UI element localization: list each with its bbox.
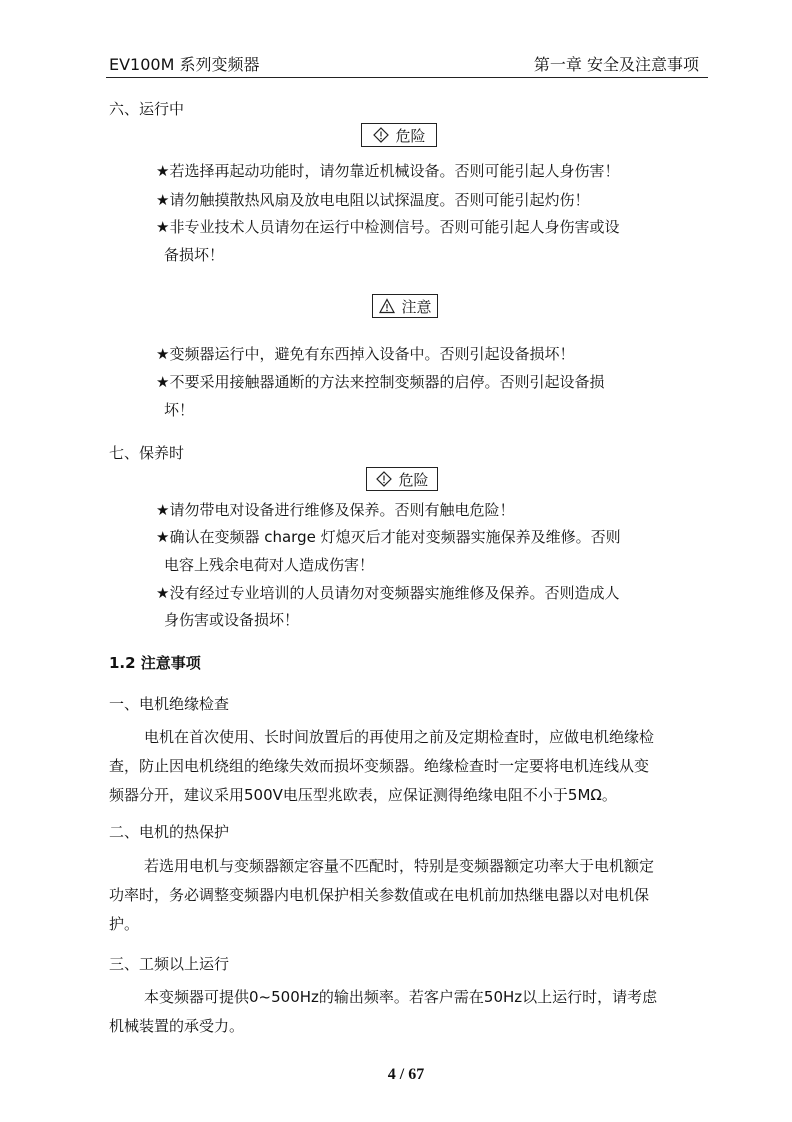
paragraph-thermal: 若选用电机与变频器额定容量不匹配时，特别是变频器额定功率大于电机额定 功率时，务必调整变频器内电机保护相关参数值或在电机前加热继电器以对电机保 护。 bbox=[109, 857, 655, 933]
section-heading-running: 六、运行中 bbox=[109, 100, 185, 118]
danger-label: 危险 bbox=[398, 470, 429, 489]
page-number: 4 / 67 bbox=[387, 1066, 425, 1083]
subsection-heading: 二、电机的热保护 bbox=[109, 823, 230, 841]
caution-label: 注意 bbox=[401, 297, 432, 316]
danger-box bbox=[366, 467, 438, 491]
danger-item-continuation: 备损坏！ bbox=[164, 246, 225, 264]
document-header-title: EV100M 系列变频器 bbox=[109, 55, 260, 74]
danger-item: ★非专业技术人员请勿在运行中检测信号。否则可能引起人身伤害或设 bbox=[156, 218, 620, 236]
paragraph-frequency: 本变频器可提供0~500Hz的输出频率。若客户需在50Hz以上运行时，请考虑 机械装置的承受力。 bbox=[109, 988, 658, 1035]
triangle-exclamation-icon bbox=[378, 297, 396, 315]
caution-item: ★不要采用接触器通断的方法来控制变频器的启停。否则引起设备损 bbox=[156, 373, 605, 391]
danger-item: ★确认在变频器 charge 灯熄灭后才能对变频器实施保养及维修。否则 bbox=[156, 528, 621, 546]
chapter-title: 第一章 安全及注意事项 bbox=[533, 55, 699, 74]
section-heading-maintenance: 七、保养时 bbox=[109, 444, 185, 462]
danger-item: ★若选择再起动功能时，请勿靠近机械设备。否则可能引起人身伤害！ bbox=[156, 162, 620, 180]
header-divider bbox=[106, 77, 708, 78]
caution-box bbox=[372, 294, 438, 318]
diamond-exclamation-icon bbox=[375, 470, 393, 488]
subsection-heading: 三、工频以上运行 bbox=[109, 955, 230, 973]
diamond-exclamation-icon bbox=[372, 126, 390, 144]
danger-item: ★没有经过专业培训的人员请勿对变频器实施维修及保养。否则造成人 bbox=[156, 584, 620, 602]
danger-item: ★请勿带电对设备进行维修及保养。否则有触电危险！ bbox=[156, 501, 515, 519]
caution-item: ★变频器运行中，避免有东西掉入设备中。否则引起设备损坏！ bbox=[156, 345, 575, 363]
paragraph-insulation: 电机在首次使用、长时间放置后的再使用之前及定期检查时，应做电机绝缘检 查，防止因电机绕组的绝缘失效而损坏变频器。绝缘检查时一定要将电机连线从变 频器分开，建议采用500V电压型兆欧表，应保证测得绝缘电阻不小于5MΩ。 bbox=[109, 728, 655, 804]
section-title: 1.2 注意事项 bbox=[109, 654, 201, 672]
danger-item: ★请勿触摸散热风扇及放电电阻以试探温度。否则可能引起灼伤！ bbox=[156, 191, 590, 209]
danger-label: 危险 bbox=[395, 126, 426, 145]
danger-item-continuation: 电容上残余电荷对人造成伤害！ bbox=[164, 556, 375, 574]
danger-box bbox=[361, 123, 437, 147]
caution-item-continuation: 坏！ bbox=[164, 401, 195, 419]
subsection-heading: 一、电机绝缘检查 bbox=[109, 695, 230, 713]
danger-item-continuation: 身伤害或设备损坏！ bbox=[164, 611, 300, 629]
